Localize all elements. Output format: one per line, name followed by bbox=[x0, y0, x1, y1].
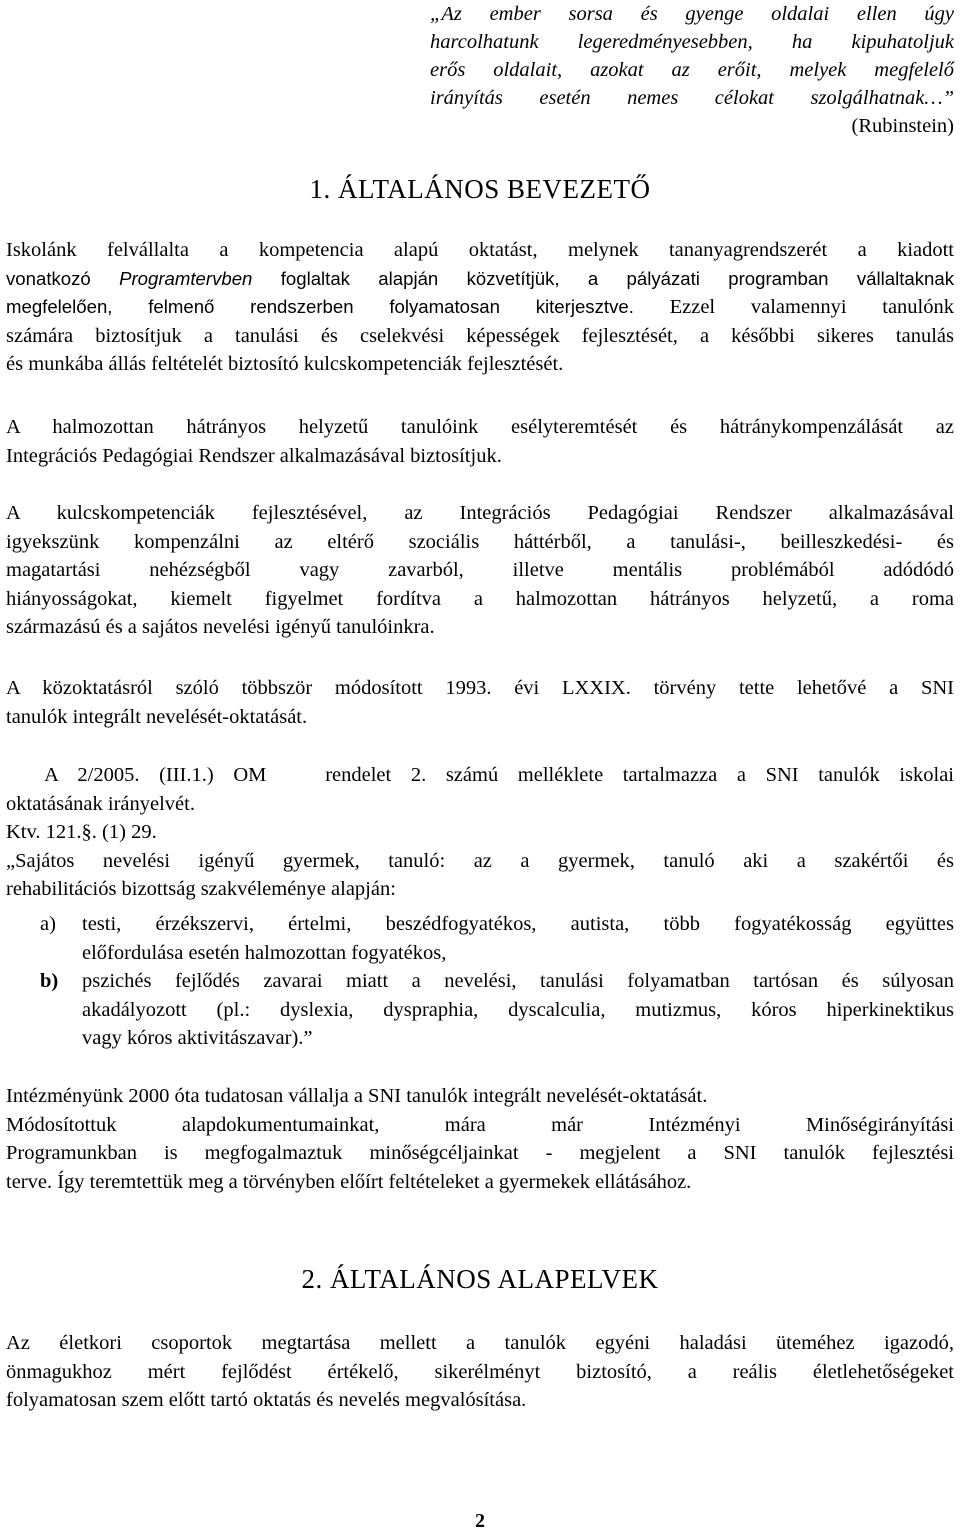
quote-line: harcolhatunk legeredményesebben, ha kipuhatoljuk bbox=[430, 31, 954, 53]
paragraph-line: és munkába állás feltételét biztosító kulcskompetenciák fejlesztését. bbox=[6, 353, 564, 376]
list-item-line: testi, érzékszervi, értelmi, beszédfogyatékos, autista, több fogyatékosság együttes bbox=[82, 913, 954, 935]
list-item-line: előfordulása esetén halmozottan fogyatékos, bbox=[82, 941, 447, 964]
paragraph-line: A közoktatásról szóló többször módosított 1993. évi LXXIX. törvény tette lehetővé a SNI bbox=[6, 677, 954, 699]
list-marker: b) bbox=[40, 970, 59, 993]
list-item bbox=[6, 910, 954, 967]
paragraph-line: származású és a sajátos nevelési igényű tanulóinkra. bbox=[6, 616, 435, 639]
paragraph-law bbox=[6, 674, 954, 731]
list-item-line: akadályozott (pl.: dyslexia, dyspraphia, dyscalculia, mutizmus, kóros hiperkinektikus bbox=[82, 998, 954, 1021]
text-run: megfelelően, felmenő rendszerben folyamatosan kiterjesztve. bbox=[6, 296, 634, 318]
sni-definition-list bbox=[6, 910, 954, 1053]
paragraph-line bbox=[6, 265, 954, 294]
quote-line: irányítás esetén nemes célokat szolgálhatnak…” bbox=[430, 87, 954, 109]
paragraph-line: folyamatosan szem előtt tartó oktatás és nevelés megvalósítása. bbox=[6, 1389, 527, 1412]
paragraph-line: Iskolánk felvállalta a kompetencia alapú oktatást, melynek tananyagrendszerét a kiadott bbox=[6, 239, 954, 261]
paragraph-key-competencies bbox=[6, 499, 954, 642]
section-heading-1: 1. ÁLTALÁNOS BEVEZETŐ bbox=[309, 174, 651, 204]
text-run: foglaltak alapján közvetítjük, a pályázati programban vállaltaknak bbox=[252, 267, 954, 289]
paragraph-line: Módosítottuk alapdokumentumainkat, mára már Intézményi Minőségirányítási bbox=[6, 1113, 954, 1136]
section-heading-2: 2. ÁLTALÁNOS ALAPELVEK bbox=[301, 1264, 659, 1294]
paragraph-line bbox=[6, 293, 954, 322]
paragraph-line: igyekszünk kompenzálni az eltérő szociális háttérből, a tanulási-, beilleszkedési- és bbox=[6, 530, 954, 553]
epigraph-quote bbox=[430, 0, 954, 140]
paragraph-principles bbox=[6, 1329, 954, 1415]
paragraph-hh bbox=[6, 413, 954, 470]
paragraph-line: Az életkori csoportok megtartása mellett a tanulók egyéni haladási üteméhez igazodó, bbox=[6, 1332, 954, 1354]
page-number: 2 bbox=[475, 1510, 485, 1532]
paragraph-line: önmagukhoz mért fejlődést értékelő, sikerélményt biztosító, a reális életlehetőségeket bbox=[6, 1360, 954, 1383]
italic-term: Programtervben bbox=[119, 267, 253, 289]
list-item-line: pszichés fejlődés zavarai miatt a nevelési, tanulási folyamatban tartósan és súlyosan bbox=[82, 970, 954, 993]
text-run: vonatkozó bbox=[6, 267, 120, 289]
paragraph-line: Intézményünk 2000 óta tudatosan vállalja a SNI tanulók integrált nevelését-oktatását. bbox=[6, 1085, 708, 1107]
paragraph-line: „Sajátos nevelési igényű gyermek, tanuló: az a gyermek, tanuló aki a szakértői és bbox=[6, 849, 954, 872]
paragraph-line: A 2/2005. (III.1.) OM rendelet 2. számú melléklete tartalmazza a SNI tanulók iskolai bbox=[6, 764, 954, 786]
quote-line: „Az ember sorsa és gyenge oldalai ellen úgy bbox=[430, 3, 954, 25]
paragraph-line: A kulcskompetenciák fejlesztésével, az Integrációs Pedagógiai Rendszer alkalmazásával bbox=[6, 502, 954, 524]
list-marker: a) bbox=[40, 913, 56, 935]
paragraph-line: rehabilitációs bizottság szakvéleménye alapján: bbox=[6, 878, 396, 901]
quote-line: erős oldalait, azokat az erőit, melyek megfelelő bbox=[430, 59, 954, 81]
list-item-line: vagy kóros aktivitászavar).” bbox=[82, 1027, 313, 1050]
paragraph-line: terve. Így teremtettük meg a törvényben előírt feltételeket a gyermekek ellátásához. bbox=[6, 1170, 692, 1193]
paragraph-line: Ktv. 121.§. (1) 29. bbox=[6, 821, 157, 844]
paragraph-intro bbox=[6, 236, 954, 379]
paragraph-line: tanulók integrált nevelését-oktatását. bbox=[6, 705, 308, 728]
paragraph-institution bbox=[6, 1082, 954, 1196]
paragraph-line: számára biztosítjuk a tanulási és cselekvési képességek fejlesztését, a későbbi sikeres tanulás bbox=[6, 324, 954, 347]
paragraph-line: oktatásának irányelvét. bbox=[6, 792, 195, 815]
paragraph-line: hiányosságokat, kiemelt figyelmet fordítva a halmozottan hátrányos helyzetű, a roma bbox=[6, 587, 954, 610]
list-item bbox=[6, 967, 954, 1053]
text-run: Ezzel valamennyi tanulónk bbox=[633, 296, 954, 319]
paragraph-line: Integrációs Pedagógiai Rendszer alkalmazásával biztosítjuk. bbox=[6, 444, 502, 467]
quote-source: (Rubinstein) bbox=[851, 115, 954, 137]
paragraph-decree bbox=[6, 761, 954, 904]
paragraph-line: Programunkban is megfogalmaztuk minőségcéljainkat - megjelent a SNI tanulók fejlesztési bbox=[6, 1142, 954, 1165]
paragraph-line: magatartási nehézségből vagy zavarból, illetve mentális problémából adódódó bbox=[6, 559, 954, 582]
paragraph-line: A halmozottan hátrányos helyzetű tanulóink esélyteremtését és hátránykompenzálását az bbox=[6, 416, 954, 438]
